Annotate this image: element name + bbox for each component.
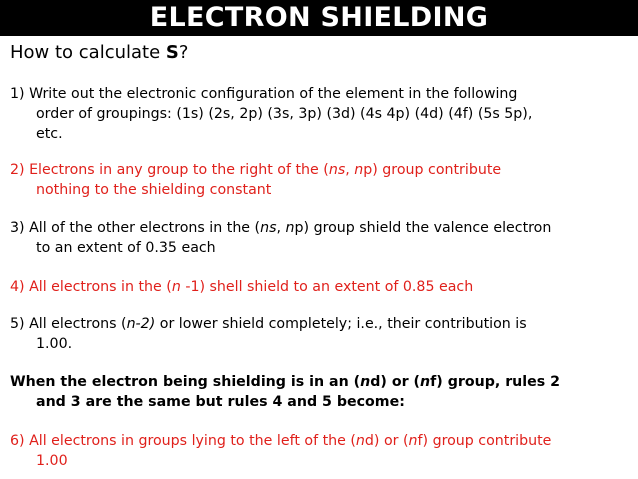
slide-subtitle xyxy=(10,40,188,66)
rule-4-text-a: 4) All electrons in the ( xyxy=(10,279,172,295)
rule-6-nf: n xyxy=(408,433,418,449)
rule-1-line-1: 1) Write out the electronic configuration of the element in the following xyxy=(10,86,518,102)
rule-2 xyxy=(10,160,634,200)
rule-5 xyxy=(10,314,634,354)
rule-note-line-2: and 3 are the same but rules 4 and 5 become: xyxy=(36,394,405,410)
rule-6-text-a: 6) All electrons in groups lying to the left of the ( xyxy=(10,433,356,449)
rule-2-line-2: nothing to the shielding constant xyxy=(36,182,272,198)
rule-4-n: n xyxy=(171,279,181,295)
rule-6-line-1 xyxy=(10,431,634,451)
rule-5-line-2: 1.00. xyxy=(36,336,73,352)
rule-note-text-a: When the electron being shielding is in an ( xyxy=(10,374,361,390)
rule-2-text-a: 2) Electrons in any group to the right of the ( xyxy=(10,162,329,178)
rule-4 xyxy=(10,277,634,297)
rule-note-text-b: d) or ( xyxy=(370,374,420,390)
rule-6-text-b: d) or ( xyxy=(364,433,409,449)
rule-6-text-c: f) group contribute xyxy=(417,433,552,449)
slide-title: ELECTRON SHIELDING xyxy=(0,0,638,36)
rule-3 xyxy=(10,218,634,258)
rule-2-comma: , xyxy=(345,162,355,178)
rule-5-text-a: 5) All electrons ( xyxy=(10,316,127,332)
rule-2-line-1 xyxy=(10,160,634,180)
rule-2-n: n xyxy=(354,162,364,178)
rule-note-nf: n xyxy=(420,374,431,390)
rule-6 xyxy=(10,431,634,471)
rule-1-line-2: order of groupings: (1s) (2s, 2p) (3s, 3p) (3d) (4s 4p) (4d) (4f) (5s 5p), xyxy=(36,106,533,122)
rule-3-comma: , xyxy=(276,220,286,236)
rule-2-ns: ns xyxy=(328,162,346,178)
rule-3-text-a: 3) All of the other electrons in the ( xyxy=(10,220,261,236)
rule-3-text-b: p) group shield the valence electron xyxy=(294,220,552,236)
rule-3-n: n xyxy=(285,220,295,236)
rule-1-line-3: etc. xyxy=(36,126,63,142)
rule-4-text-b: -1) shell shield to an extent of 0.85 each xyxy=(180,279,474,295)
rule-note xyxy=(10,372,634,412)
rule-note-text-c: f) group, rules 2 xyxy=(430,374,561,390)
rule-3-ns: ns xyxy=(260,220,277,236)
rule-4-line-1 xyxy=(10,277,634,297)
rule-5-n2: n-2) xyxy=(126,316,156,332)
rule-2-text-b: p) group contribute xyxy=(363,162,502,178)
rule-3-line-1 xyxy=(10,218,634,238)
rule-5-line-1 xyxy=(10,314,634,334)
rule-5-text-b: or lower shield completely; i.e., their contribution is xyxy=(155,316,527,332)
rule-1 xyxy=(10,84,634,144)
rule-6-line-2: 1.00 xyxy=(36,453,68,469)
rule-3-line-2: to an extent of 0.35 each xyxy=(36,240,216,256)
rule-6-nd: n xyxy=(355,433,365,449)
subtitle-symbol: S xyxy=(165,42,179,63)
subtitle-suffix: ? xyxy=(178,42,189,63)
rule-note-nd: n xyxy=(360,374,371,390)
rule-note-line-1 xyxy=(10,372,634,392)
subtitle-prefix: How to calculate xyxy=(10,42,166,63)
